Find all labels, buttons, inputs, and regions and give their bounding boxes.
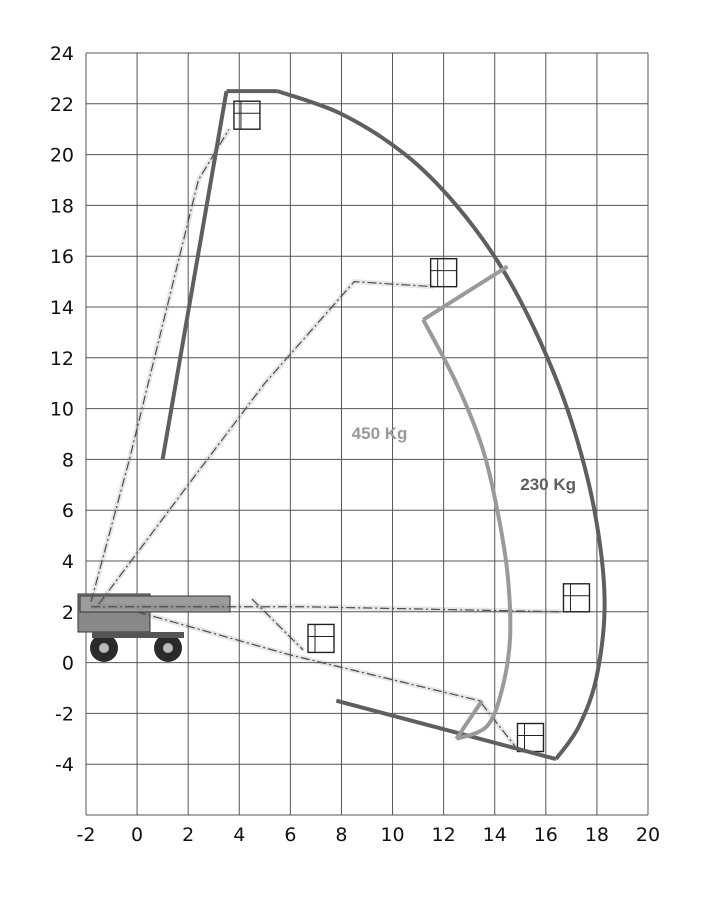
y-tick-label: 8 bbox=[61, 449, 74, 472]
y-tick-label: 10 bbox=[49, 398, 74, 421]
x-tick-label: 8 bbox=[335, 824, 348, 846]
y-tick-label: 6 bbox=[61, 500, 74, 523]
outer-zone-label: 230 Kg bbox=[520, 474, 577, 494]
x-tick-label: 4 bbox=[233, 824, 246, 846]
platform-basket-icon bbox=[308, 624, 334, 652]
y-axis-ticks bbox=[50, 43, 74, 776]
x-tick-label: 10 bbox=[380, 824, 405, 846]
outer-envelope-bottom-edge bbox=[336, 701, 556, 759]
platform-basket-icon bbox=[234, 101, 260, 129]
y-tick-label: 0 bbox=[61, 652, 74, 675]
y-tick-label: -4 bbox=[55, 754, 74, 777]
x-tick-label: 20 bbox=[635, 824, 661, 846]
x-tick-label: 12 bbox=[431, 824, 456, 846]
y-tick-label: -2 bbox=[55, 703, 74, 726]
boom-line bbox=[137, 612, 515, 747]
x-tick-label: 14 bbox=[482, 824, 507, 846]
x-tick-label: 6 bbox=[284, 824, 297, 846]
y-tick-label: 4 bbox=[61, 551, 74, 573]
outer-envelope-arc bbox=[278, 91, 605, 759]
y-tick-label: 18 bbox=[49, 195, 74, 218]
inner-envelope-arc bbox=[423, 320, 510, 739]
platform-basket-icon bbox=[563, 584, 589, 612]
y-tick-label: 14 bbox=[49, 297, 74, 319]
outer-envelope-upper-edge bbox=[163, 91, 227, 459]
wheel-icon bbox=[163, 643, 173, 653]
x-tick-label: -2 bbox=[76, 824, 96, 846]
x-tick-label: 18 bbox=[584, 824, 610, 846]
x-axis-ticks bbox=[77, 824, 661, 846]
x-tick-label: 2 bbox=[182, 824, 195, 846]
wheel-icon bbox=[99, 643, 109, 653]
y-tick-label: 22 bbox=[49, 93, 74, 116]
x-tick-label: 16 bbox=[533, 824, 558, 846]
y-tick-label: 24 bbox=[49, 43, 74, 65]
x-tick-label: 0 bbox=[131, 824, 144, 846]
y-tick-label: 2 bbox=[61, 601, 74, 624]
y-tick-label: 20 bbox=[49, 144, 74, 167]
y-tick-label: 12 bbox=[49, 347, 74, 370]
platform-basket-icon bbox=[517, 724, 543, 752]
inner-zone-label: 450 Kg bbox=[351, 424, 408, 444]
boom-body bbox=[137, 612, 515, 747]
machine-axle bbox=[92, 632, 184, 638]
y-tick-label: 16 bbox=[49, 246, 74, 269]
